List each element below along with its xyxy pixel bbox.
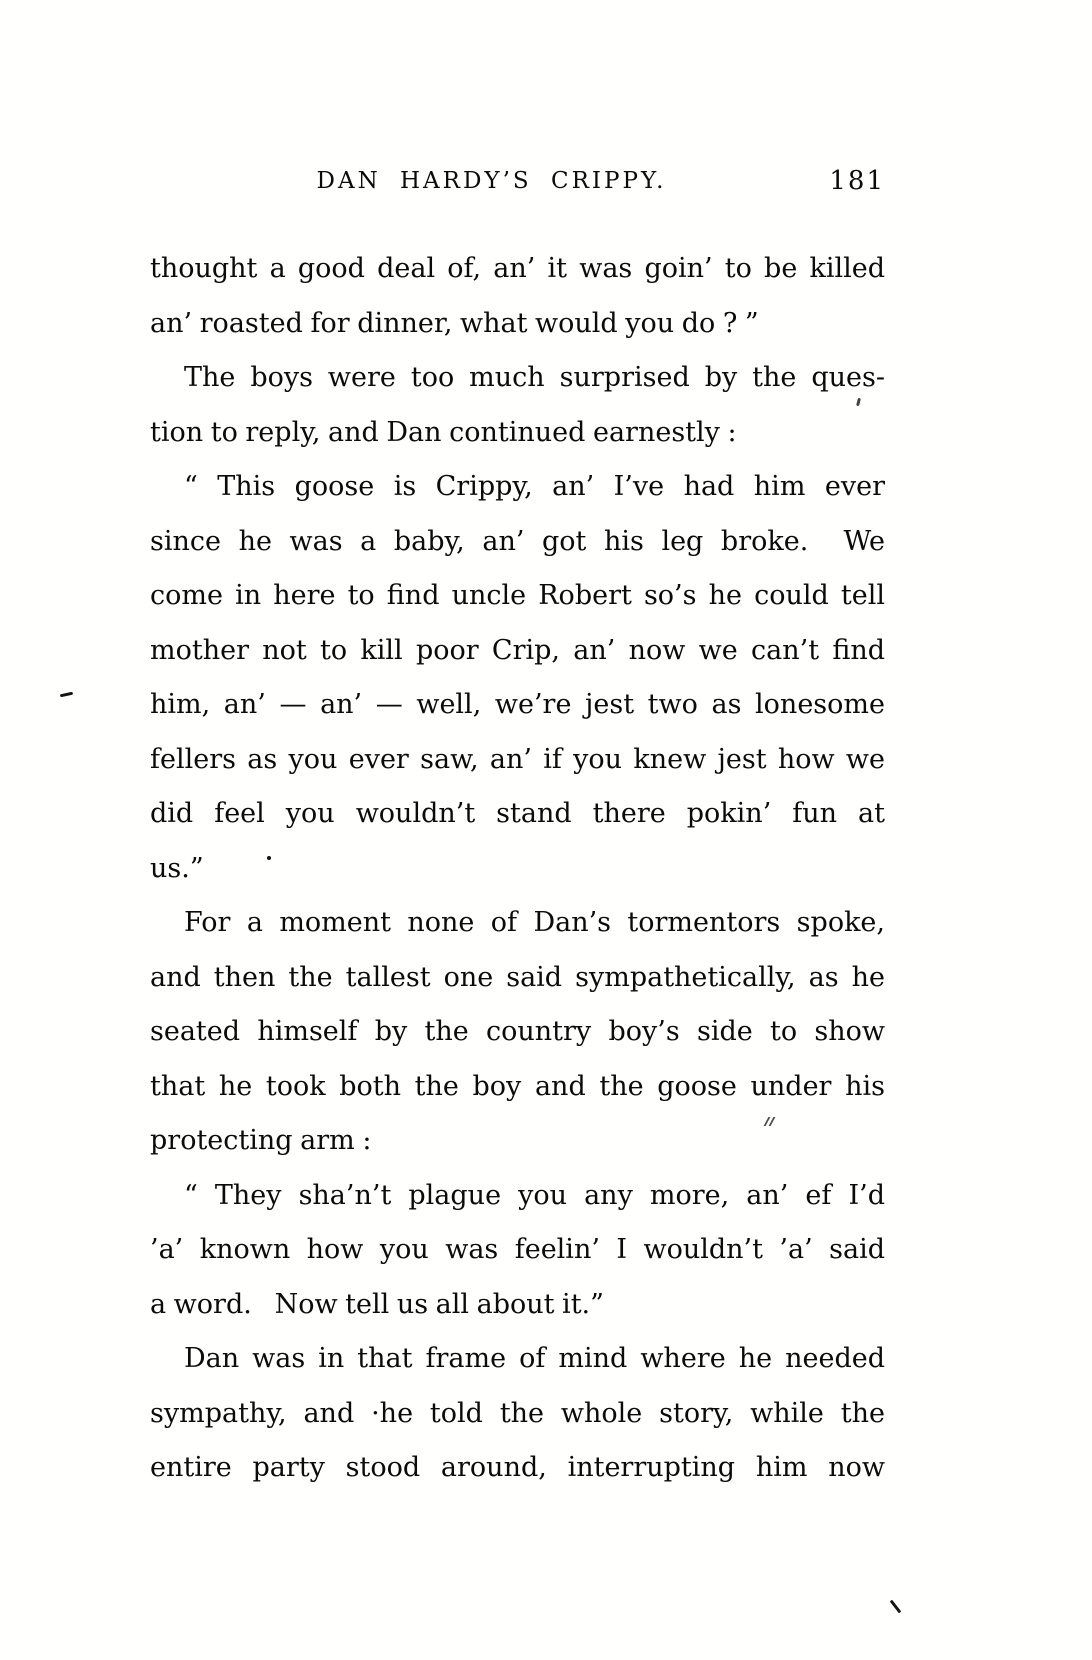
text-line: seated himself by the country boy’s side to show: [150, 1016, 885, 1047]
text-line: and then the tallest one said sympathetically, as he: [150, 961, 885, 993]
text-line: thought a good deal of, an’ it was goin’ to be killed: [150, 253, 885, 284]
text-line: sympathy, and ·he told the whole story, while the: [150, 1397, 885, 1429]
text-line: Dan was in that frame of mind where he needed: [184, 1343, 885, 1374]
ink-speck: [267, 856, 271, 860]
text-line: come in here to find uncle Robert so’s he could tell: [150, 580, 885, 611]
text-line: that he took both the boy and the goose under his: [150, 1070, 885, 1102]
text-line: The boys were too much surprised by the ques-: [184, 362, 885, 393]
text-line: tion to reply, and Dan continued earnestly :: [150, 416, 737, 448]
text-line: a word. Now tell us all about it.”: [150, 1288, 604, 1320]
text-line: mother not to kill poor Crip, an’ now we can’t find: [150, 634, 885, 666]
page-header: [150, 168, 885, 210]
text-line: him, an’ — an’ — well, we’re jest two as lonesome: [150, 689, 885, 720]
text-line: an’ roasted for dinner, what would you do ? ”: [150, 307, 759, 339]
text-line: protecting arm :: [150, 1125, 372, 1156]
text-line: “ They sha’n’t plague you any more, an’ ef I’d: [184, 1179, 885, 1211]
text-line: us.”: [150, 852, 204, 884]
page-number: 181: [829, 166, 885, 196]
ink-speck: [890, 1600, 902, 1614]
text-line: “ This goose is Crippy, an’ I’ve had him ever: [184, 471, 885, 502]
text-line: fellers as you ever saw, an’ if you knew jest how we: [150, 743, 885, 775]
text-line: since he was a baby, an’ got his leg broke. We: [150, 525, 885, 557]
text-line: For a moment none of Dan’s tormentors spoke,: [184, 907, 885, 938]
ink-speck: [60, 692, 73, 698]
text-line: entire party stood around, interrupting him now: [150, 1452, 885, 1483]
body-text-block: [150, 242, 885, 1496]
text-line: did feel you wouldn’t stand there pokin’ fun at: [150, 798, 885, 829]
running-title: DAN HARDY’S CRIPPY.: [316, 168, 667, 194]
text-line: ’a’ known how you was feelin’ I wouldn’t ’a’ said: [150, 1234, 885, 1265]
